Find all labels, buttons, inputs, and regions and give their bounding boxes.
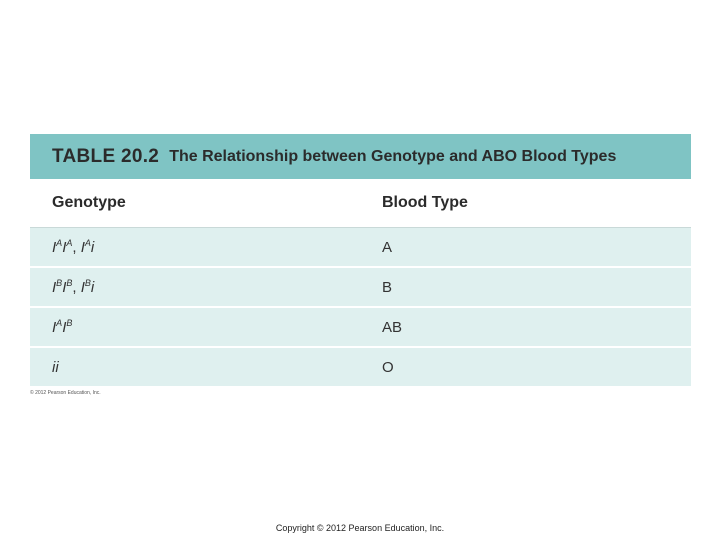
blood-type-cell: O (382, 358, 394, 376)
genotype-cell: $I^AI^A$, $I^Ai$ (52, 238, 95, 256)
copyright-footer: Copyright © 2012 Pearson Education, Inc. (275, 523, 445, 533)
table-number: TABLE 20.2 (52, 145, 160, 167)
image-credit: © 2012 Pearson Education, Inc. (30, 390, 101, 396)
table-body (30, 228, 691, 386)
table-row (30, 348, 691, 386)
blood-type-cell: A (382, 238, 393, 256)
header-genotype: Genotype (52, 194, 126, 211)
blood-type-table (30, 134, 691, 386)
table-header-row (30, 179, 691, 228)
header-blood-type: Blood Type (382, 194, 468, 211)
table-row (30, 228, 691, 268)
genotype-cell: ii (52, 358, 59, 376)
blood-type-cell: B (382, 278, 393, 296)
table-row (30, 268, 691, 308)
table-title: The Relationship between Genotype and ABO Blood Types (169, 147, 617, 165)
table-title-bar (30, 134, 691, 179)
blood-type-cell: AB (382, 318, 403, 336)
genotype-cell: $I^AI^B$ (52, 318, 73, 336)
table-row (30, 308, 691, 348)
genotype-cell: $I^BI^B$, $I^Bi$ (52, 278, 95, 296)
